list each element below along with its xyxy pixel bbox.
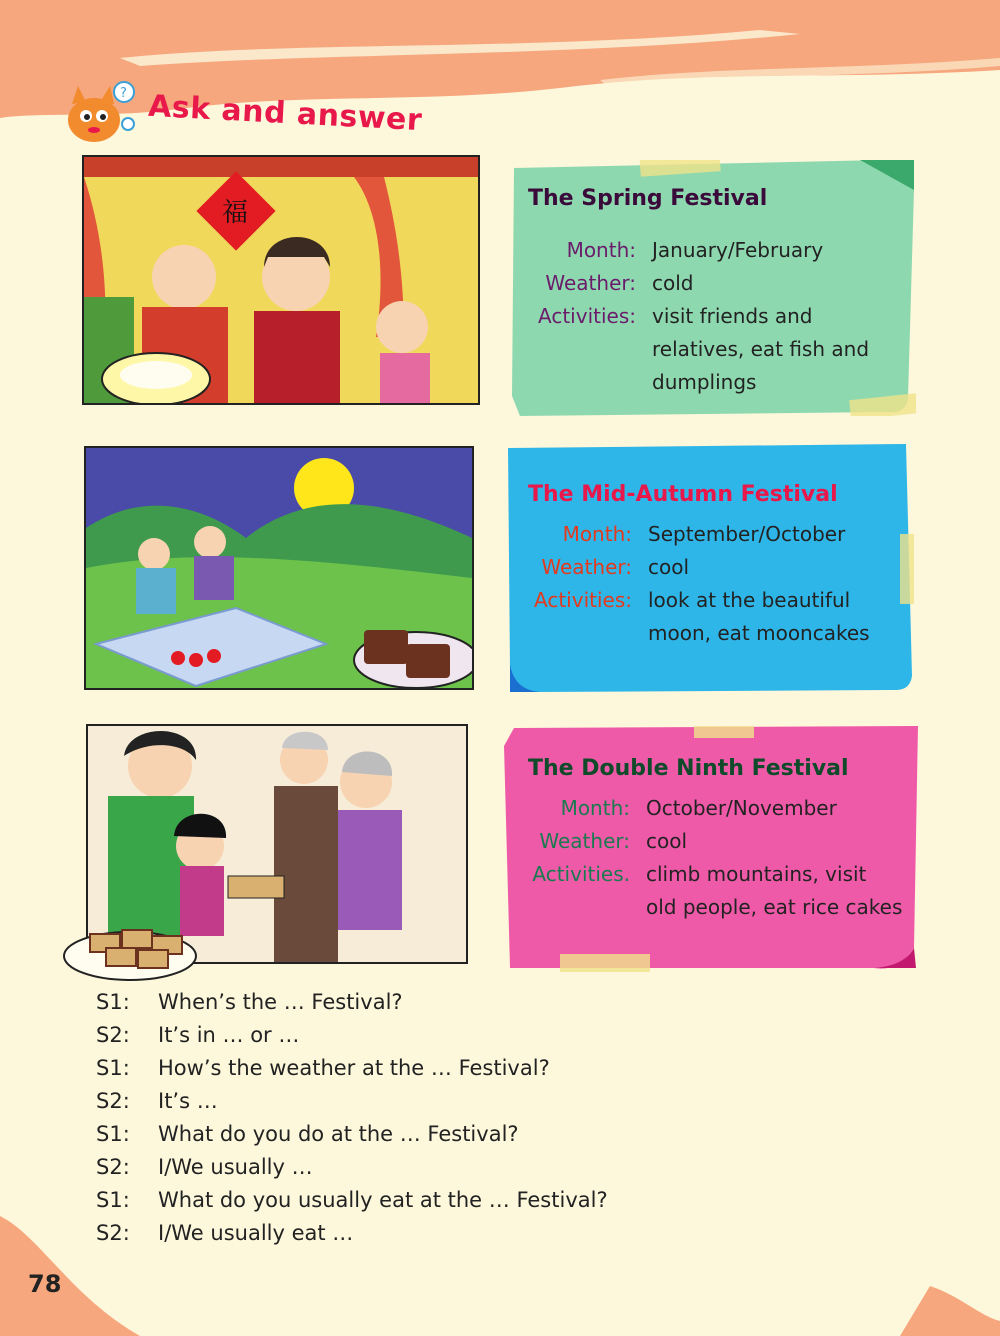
spring-festival-card bbox=[510, 160, 916, 416]
month-value: January/February bbox=[652, 238, 824, 262]
weather-value: cool bbox=[648, 555, 690, 579]
dialogue-line bbox=[96, 990, 608, 1023]
dialogue-text: When’s the … Festival? bbox=[158, 990, 403, 1014]
activities-line: look at the beautiful bbox=[648, 588, 851, 612]
dialogue-text: What do you usually eat at the … Festival? bbox=[158, 1188, 608, 1212]
dialogue-line bbox=[96, 1188, 608, 1221]
speaker-label: S1: bbox=[96, 990, 130, 1014]
dialogue-line bbox=[96, 1056, 608, 1089]
dialogue-text: It’s in … or … bbox=[158, 1023, 300, 1047]
dialogue-line bbox=[96, 1155, 608, 1188]
activities-line: dumplings bbox=[652, 370, 757, 394]
activities-line: climb mountains, visit bbox=[646, 862, 867, 886]
speaker-label: S1: bbox=[96, 1188, 130, 1212]
section-header bbox=[58, 78, 422, 148]
activities-line: visit friends and bbox=[652, 304, 813, 328]
activities-value bbox=[646, 858, 916, 924]
card-title: The Spring Festival bbox=[528, 186, 768, 211]
month-label: Month: bbox=[562, 522, 632, 546]
weather-label: Weather: bbox=[545, 271, 636, 295]
dialogue-text: How’s the weather at the … Festival? bbox=[158, 1056, 550, 1080]
card-title: The Double Ninth Festival bbox=[528, 756, 849, 781]
weather-value: cool bbox=[646, 829, 688, 853]
mid-autumn-picnic-picture bbox=[84, 446, 474, 690]
dialogue-text: I/We usually eat … bbox=[158, 1221, 354, 1245]
spring-festival-family-picture bbox=[82, 155, 480, 405]
speaker-label: S2: bbox=[96, 1221, 130, 1245]
month-label: Month: bbox=[560, 796, 630, 820]
month-value: October/November bbox=[646, 796, 837, 820]
mid-autumn-festival-card bbox=[506, 444, 914, 692]
dialogue-text: What do you do at the … Festival? bbox=[158, 1122, 519, 1146]
dialogue-text: I/We usually … bbox=[158, 1155, 313, 1179]
month-label: Month: bbox=[566, 238, 636, 262]
weather-label: Weather: bbox=[539, 829, 630, 853]
dialogue-text: It’s … bbox=[158, 1089, 218, 1113]
svg-text:?: ? bbox=[120, 86, 127, 101]
activities-value bbox=[652, 300, 912, 399]
speaker-label: S2: bbox=[96, 1089, 130, 1113]
activities-value bbox=[648, 584, 908, 650]
speaker-label: S2: bbox=[96, 1023, 130, 1047]
dialogue-line bbox=[96, 1122, 608, 1155]
double-ninth-festival-card bbox=[504, 726, 922, 972]
page-number: 78 bbox=[28, 1270, 62, 1298]
weather-label: Weather: bbox=[541, 555, 632, 579]
cat-mascot-icon bbox=[58, 80, 140, 146]
month-value: September/October bbox=[648, 522, 846, 546]
activities-label: Activities. bbox=[532, 862, 630, 886]
speaker-label: S2: bbox=[96, 1155, 130, 1179]
dialogue-line bbox=[96, 1089, 608, 1122]
weather-value: cold bbox=[652, 271, 694, 295]
rice-cake-plate-illustration bbox=[62, 912, 202, 982]
activities-line: relatives, eat fish and bbox=[652, 337, 870, 361]
dialogue-line bbox=[96, 1221, 608, 1254]
speaker-label: S1: bbox=[96, 1056, 130, 1080]
activities-label: Activities: bbox=[534, 588, 632, 612]
svg-text:福: 福 bbox=[222, 198, 249, 228]
speaker-label: S1: bbox=[96, 1122, 130, 1146]
card-title: The Mid-Autumn Festival bbox=[528, 482, 838, 507]
dialogue-line bbox=[96, 1023, 608, 1056]
activities-label: Activities: bbox=[538, 304, 636, 328]
dialogue-list bbox=[96, 990, 608, 1254]
section-title: Ask and answer bbox=[147, 88, 424, 138]
activities-line: moon, eat mooncakes bbox=[648, 621, 870, 645]
activities-line: old people, eat rice cakes bbox=[646, 895, 903, 919]
